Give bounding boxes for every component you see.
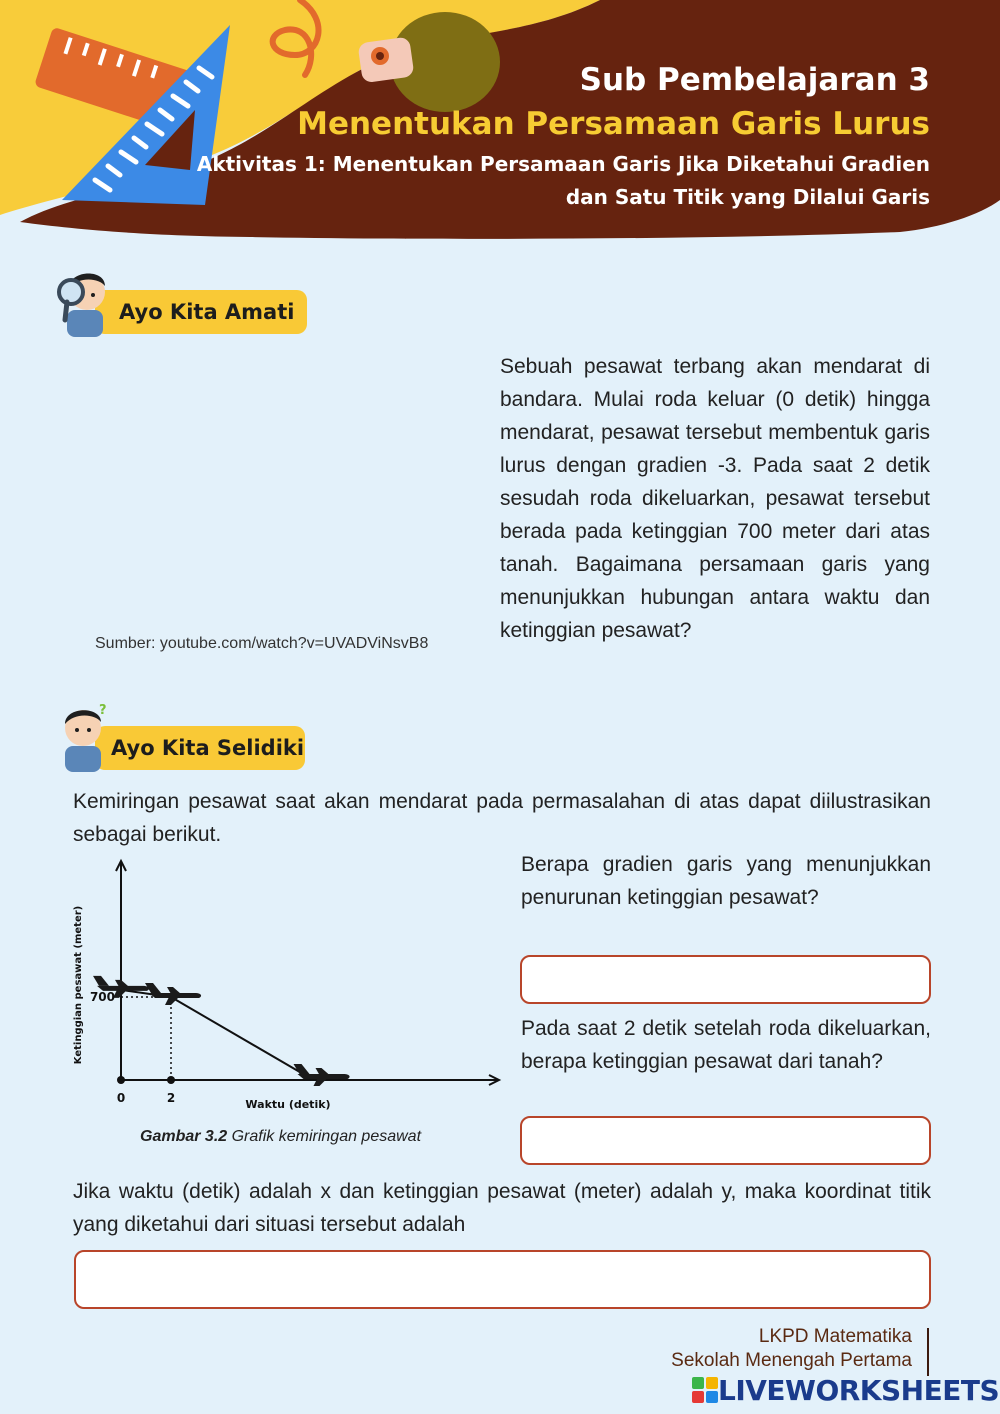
y-tick-label-700: 700 xyxy=(89,990,115,1004)
problem-paragraph: Sebuah pesawat terbang akan mendarat di bandara. Mulai roda keluar (0 detik) hingga mendarat, pesawat tersebut membentuk garis lurus dengan gradien -3. Pada saat 2 detik sesudah roda dikeluarkan, pesawat tersebut berada pada ketinggian 700 meter dari atas tanah. Bagaimana persamaan garis yang menunjukkan hubungan antara waktu dan ketinggian pesawat? xyxy=(500,355,930,642)
y-axis-label: Ketinggian pesawat (meter) xyxy=(73,905,84,1065)
image-source: Sumber: youtube.com/watch?v=UVADViNsvB8 xyxy=(95,635,429,652)
x-axis-label: Waktu (detik) xyxy=(245,1098,331,1110)
x-tick-point xyxy=(167,1076,175,1084)
airplane-mid xyxy=(145,983,201,1005)
descent-chart xyxy=(65,855,510,1110)
figure-caption xyxy=(140,1128,421,1146)
airplane-landing xyxy=(294,1064,350,1086)
footer-subject: LKPD Matematika xyxy=(758,1326,912,1347)
student-magnifier-icon xyxy=(55,262,111,337)
page-title: Menentukan Persamaan Garis Lurus xyxy=(297,106,930,142)
origin-point xyxy=(117,1076,125,1084)
footer-divider xyxy=(927,1328,929,1376)
sharpener-icon xyxy=(357,36,414,83)
question-height: Pada saat 2 detik setelah roda dikeluarkan, berapa ketinggian pesawat dari tanah? xyxy=(521,1017,931,1073)
x-tick-label-2: 2 xyxy=(166,1091,176,1105)
section-label-amati: Ayo Kita Amati xyxy=(95,290,307,334)
student-thinking-icon xyxy=(55,700,111,772)
liveworksheets-icon xyxy=(692,1377,718,1403)
question-coordinate: Jika waktu (detik) adalah x dan ketinggian pesawat (meter) adalah y, maka koordinat titik yang diketahui dari situasi tersebut adalah xyxy=(73,1180,931,1236)
activity-title-line2: dan Satu Titik yang Dilalui Garis xyxy=(565,185,930,209)
answer-input-gradient[interactable] xyxy=(520,955,931,1004)
svg-text:?: ? xyxy=(99,703,107,718)
caption-text: Grafik kemiringan pesawat xyxy=(231,1128,422,1145)
x-tick-label-0: 0 xyxy=(116,1091,126,1105)
caption-figure-number: Gambar 3.2 xyxy=(140,1128,228,1145)
series-line xyxy=(121,990,314,1080)
answer-input-coordinate[interactable] xyxy=(74,1250,931,1309)
liveworksheets-logo[interactable] xyxy=(692,1372,999,1408)
answer-input-height[interactable] xyxy=(520,1116,931,1165)
section-label-selidiki: Ayo Kita Selidiki xyxy=(95,726,305,770)
investigate-intro: Kemiringan pesawat saat akan mendarat pada permasalahan di atas dapat diilustrasikan sebagai berikut. xyxy=(73,790,931,846)
footer-school: Sekolah Menengah Pertama xyxy=(671,1350,912,1371)
liveworksheets-text: LIVEWORKSHEETS xyxy=(718,1373,1000,1407)
question-gradient: Berapa gradien garis yang menunjukkan penurunan ketinggian pesawat? xyxy=(521,853,931,909)
sub-lesson-heading: Sub Pembelajaran 3 xyxy=(579,62,930,98)
activity-title-line1: Aktivitas 1: Menentukan Persamaan Garis Jika Diketahui Gradien xyxy=(196,152,930,176)
